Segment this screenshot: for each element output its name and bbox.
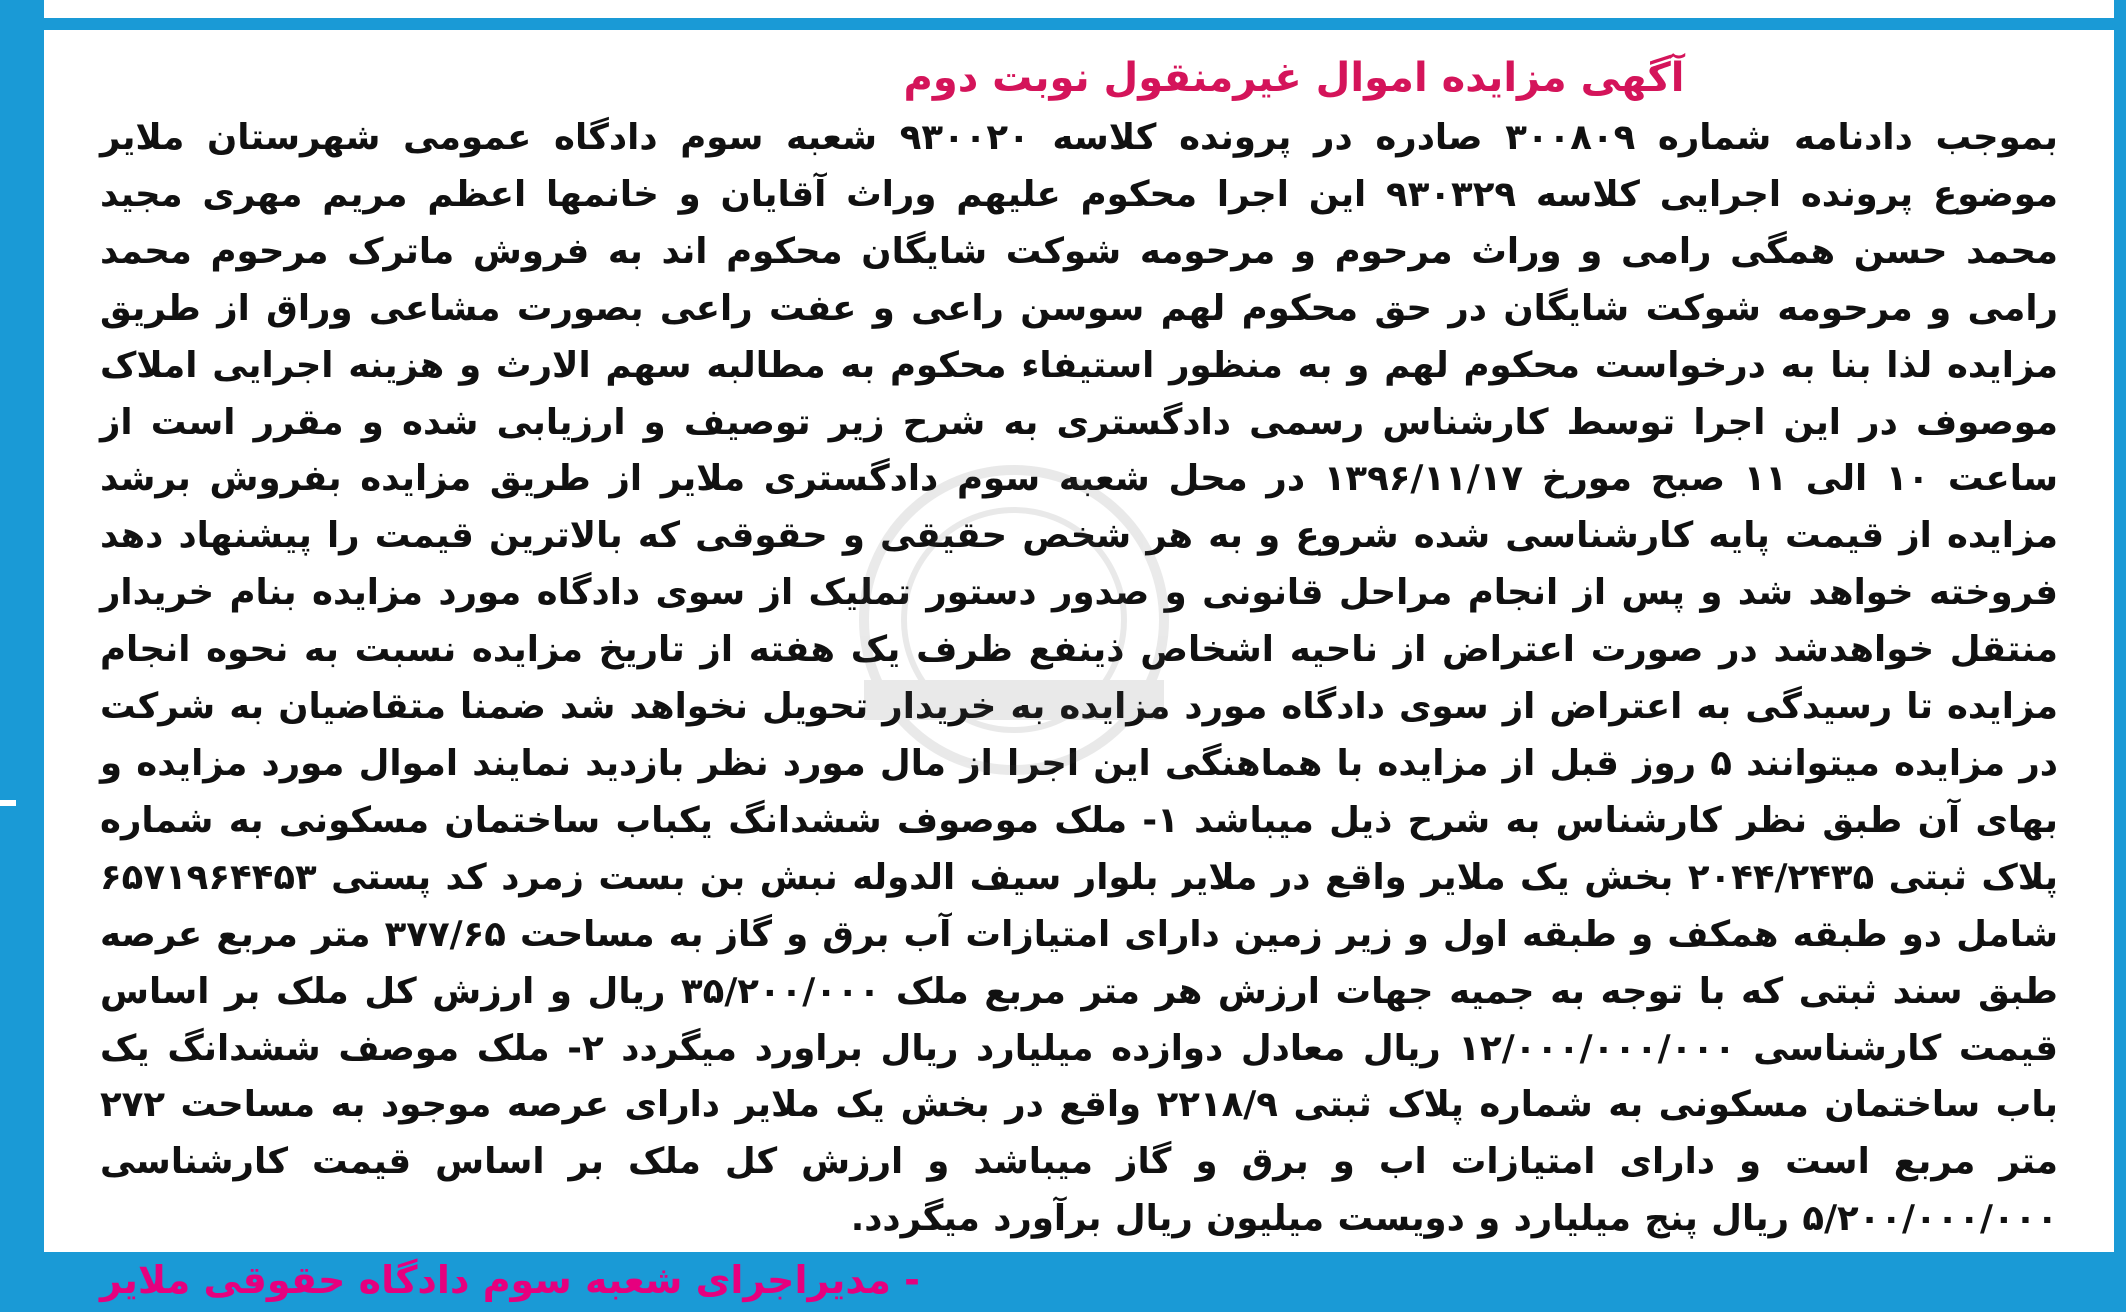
notice-signature: - مدیراجرای شعبه سوم دادگاه حقوقی ملایر bbox=[100, 1258, 920, 1303]
previous-ad-strip bbox=[44, 0, 2114, 18]
notice-body: بموجب دادنامه شماره ۳۰۰۸۰۹ صادره در پرونده کلاسه ۹۳۰۰۲۰ شعبه سوم دادگاه عمومی شهرستان ملایر موضوع پرونده اجرایی کلاسه ۹۳۰۳۲۹ این اجرا محکوم علیهم وراث آقایان و خانمها اعظم مریم مهری مجید محمد حسن همگی رامی و وراث مرحوم و مرحومه شوکت شایگان محکوم اند به فروش ماترک مرحوم محمد رامی و مرحومه شوکت شایگان در حق محکوم لهم سوسن راعی و عفت راعی بصورت مشاعی وراق از طریق مزایده لذا بنا به درخواست محکوم لهم و به منظور استیفاء محکوم به مطالبه سهم الارث و هزینه اجرایی املاک موصوف در این اجرا توسط کارشناس رسمی دادگستری به شرح زیر توصیف و ارزیابی شده و مقرر است از ساعت ۱۰ الی ۱۱ صبح مورخ ۱۳۹۶/۱۱/۱۷ در محل شعبه سوم دادگستری ملایر از طریق مزایده بفروش برشد مزایده از قیمت پایه کارشناسی شده شروع و به هر شخص حقیقی و حقوقی که بالاترین قیمت را پیشنهاد دهد فروخته خواهد شد و پس از انجام مراحل قانونی و صدور دستور تملیک از سوی دادگاه مورد مزایده بنام خریدار منتقل خواهدشد در صورت اعتراض از ناحیه اشخاص ذینفع ظرف یک هفته از تاریخ مزایده نسبت به نحوه انجام مزایده تا رسیدگی به اعتراض از سوی دادگاه مورد مزایده به خریدار تحویل نخواهد شد ضمنا متقاضیان به شرکت در مزایده میتوانند ۵ روز قبل از مزایده با هماهنگی این اجرا از مال مورد نظر بازدید نمایند اموال مورد مزایده و بهای آن طبق نظر کارشناس به شرح ذیل میباشد ۱- ملک موصوف ششدانگ یکباب ساختمان مسکونی به شماره پلاک ثبتی ۲۰۴۴/۲۴۳۵ بخش یک ملایر واقع در ملایر بلوار سیف الدوله نبش بن بست زمرد کد پستی ۶۵۷۱۹۶۴۴۵۳ شامل دو طبقه همکف و طبقه اول و زیر زمین دارای امتیازات آب برق و گاز به مساحت ۳۷۷/۶۵ متر مربع عرصه طبق سند ثبتی که با توجه به جمیه جهات ارزش هر متر مربع ملک ۳۵/۲۰۰/۰۰۰ ریال و ارزش کل ملک بر اساس قیمت کارشناسی ۱۲/۰۰۰/۰۰۰/۰۰۰ ریال معادل دوازده میلیارد ریال براورد میگردد ۲- ملک موصف ششدانگ یک باب ساختمان مسکونی به شماره پلاک ثبتی ۲۲۱۸/۹ واقع در بخش یک ملایر دارای عرصه موجود به مساحت ۲۷۲ متر مربع است و دارای امتیازات اب و برق و گاز میباشد و ارزش کل ملک بر اساس قیمت کارشناسی ۵/۲۰۰/۰۰۰/۰۰۰ ریال پنج میلیارد و دویست میلیون ریال برآورد میگردد. bbox=[100, 117, 2059, 1240]
notice-title: آگهی مزایده اموال غیرمنقول نوبت دوم bbox=[903, 55, 1685, 101]
auction-notice bbox=[44, 30, 2114, 1303]
left-edge-mark bbox=[0, 800, 16, 806]
